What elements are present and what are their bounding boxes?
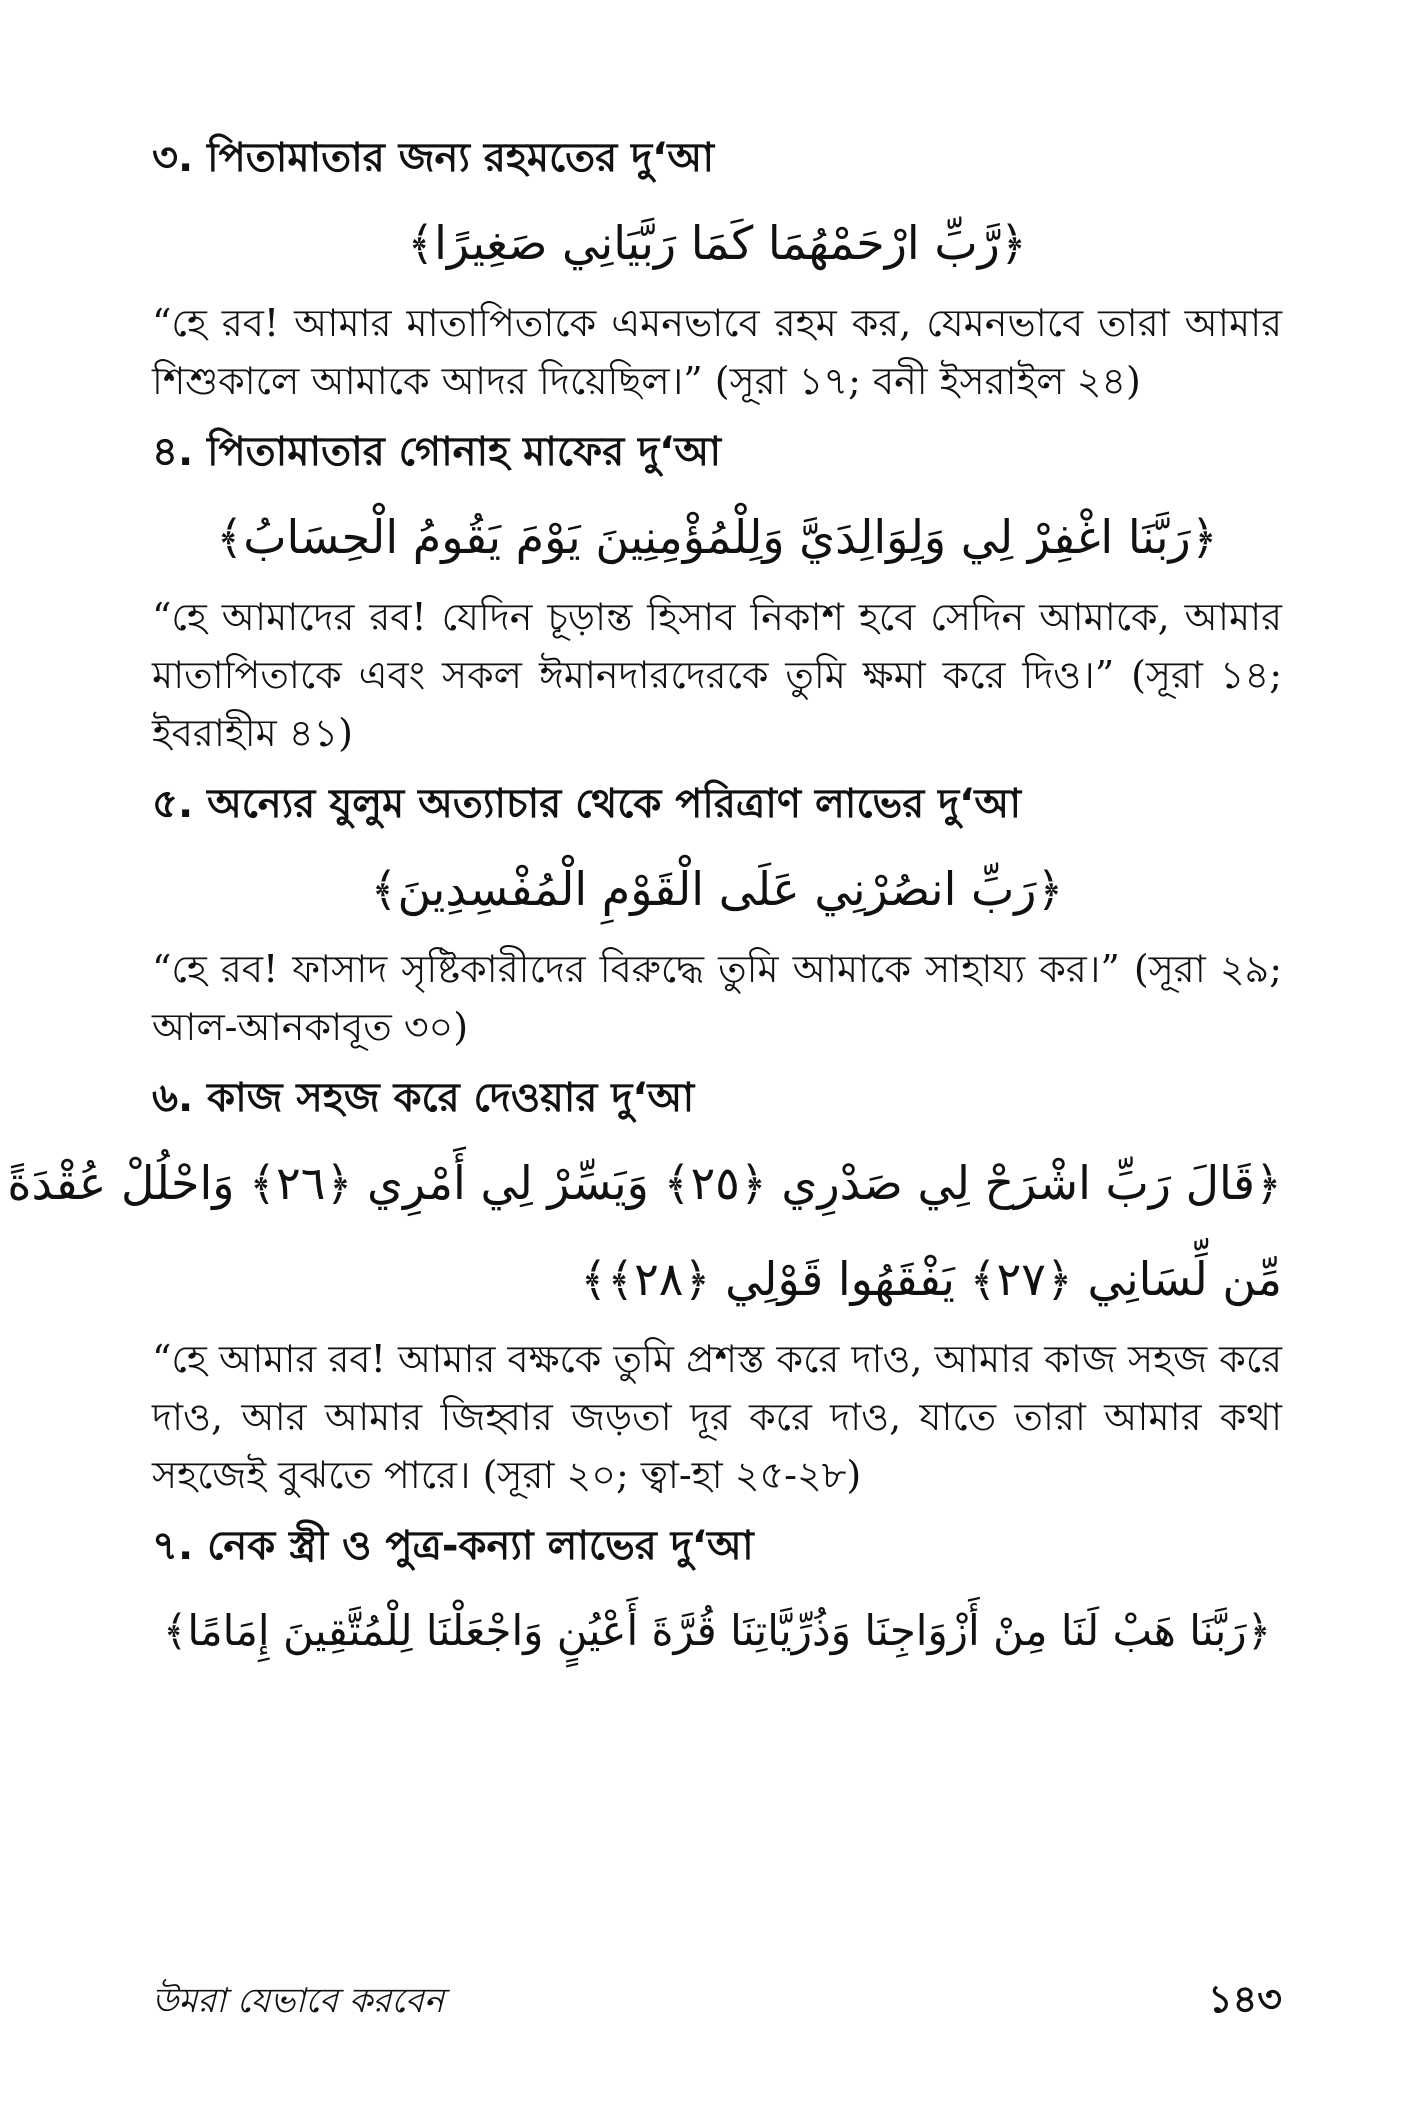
page-number: ১৪৩ [1207, 1977, 1282, 2021]
section-7 [152, 1518, 1282, 1676]
arabic-verse-line-2: مِّن لِّسَانِي ﴿٢٧﴾ يَفْقَهُوا قَوْلِي ﴿٢٨﴾﴾ [580, 1252, 1282, 1306]
book-title: উমরা যেভাবে করবেন [152, 1981, 445, 2021]
section-3 [152, 130, 1282, 410]
arabic-verse-line-1: ﴿قَالَ رَبِّ اشْرَحْ لِي صَدْرِي ﴿٢٥﴾ وَيَسِّرْ لِي أَمْرِي ﴿٢٦﴾ وَاحْلُلْ عُقْدَةً [7, 1156, 1282, 1210]
translation-text: “হে আমাদের রব! যেদিন চূড়ান্ত হিসাব নিকাশ হবে সেদিন আমাকে, আমার মাতাপিতাকে এবং সকল ঈমানদারদেরকে তুমি ক্ষমা করে দিও।” (সূরা ১৪; ইবরাহীম ৪১) [152, 595, 1282, 755]
section-heading: ৫. অন্যের যুলুম অত্যাচার থেকে পরিত্রাণ লাভের দু‘আ [152, 781, 1022, 827]
arabic-verse: ﴿رَبَّنَا هَبْ لَنَا مِنْ أَزْوَاجِنَا وَذُرِّيَّاتِنَا قُرَّةَ أَعْيُنٍ وَاجْعَلْنَا لِلْمُتَّقِينَ إِمَامًا﴾ [162, 1606, 1272, 1655]
section-heading: ৩. পিতামাতার জন্য রহমতের দু‘আ [152, 135, 714, 181]
translation-text: “হে আমার রব! আমার বক্ষকে তুমি প্রশস্ত করে দাও, আমার কাজ সহজ করে দাও, আর আমার জিহ্বার জড়তা দূর করে দাও, যাতে তারা আমার কথা সহজেই বুঝতে পারে। (সূরা ২০; ত্বা-হা ২৫-২৮) [152, 1337, 1282, 1497]
section-heading: ৭. নেক স্ত্রী ও পুত্র-কন্যা লাভের দু‘আ [152, 1523, 754, 1569]
section-5 [152, 776, 1282, 1056]
section-4 [152, 424, 1282, 762]
translation-text: “হে রব! ফাসাদ সৃষ্টিকারীদের বিরুদ্ধে তুমি আমাকে সাহায্য কর।” (সূরা ২৯; আল-আনকাবূত ৩০) [152, 947, 1282, 1049]
translation-text: “হে রব! আমার মাতাপিতাকে এমনভাবে রহম কর, যেমনভাবে তারা আমার শিশুকালে আমাকে আদর দিয়েছিল।” (সূরা ১৭; বনী ইসরাইল ২৪) [152, 301, 1282, 403]
page-footer [152, 1970, 1282, 2034]
arabic-verse: ﴿رَّبِّ ارْحَمْهُمَا كَمَا رَبَّيَانِي صَغِيرًا﴾ [407, 216, 1027, 270]
arabic-verse: ﴿رَبِّ انصُرْنِي عَلَى الْقَوْمِ الْمُفْسِدِينَ﴾ [370, 862, 1064, 916]
section-heading: ৪. পিতামাতার গোনাহ মাফের দু‘আ [152, 429, 722, 475]
section-heading: ৬. কাজ সহজ করে দেওয়ার দু‘আ [152, 1075, 695, 1121]
arabic-verse: ﴿رَبَّنَا اغْفِرْ لِي وَلِوَالِدَيَّ وَلِلْمُؤْمِنِينَ يَوْمَ يَقُومُ الْحِسَابُ﴾ [216, 510, 1218, 564]
section-6 [7, 1070, 1282, 1504]
page-content [7, 130, 1282, 1690]
